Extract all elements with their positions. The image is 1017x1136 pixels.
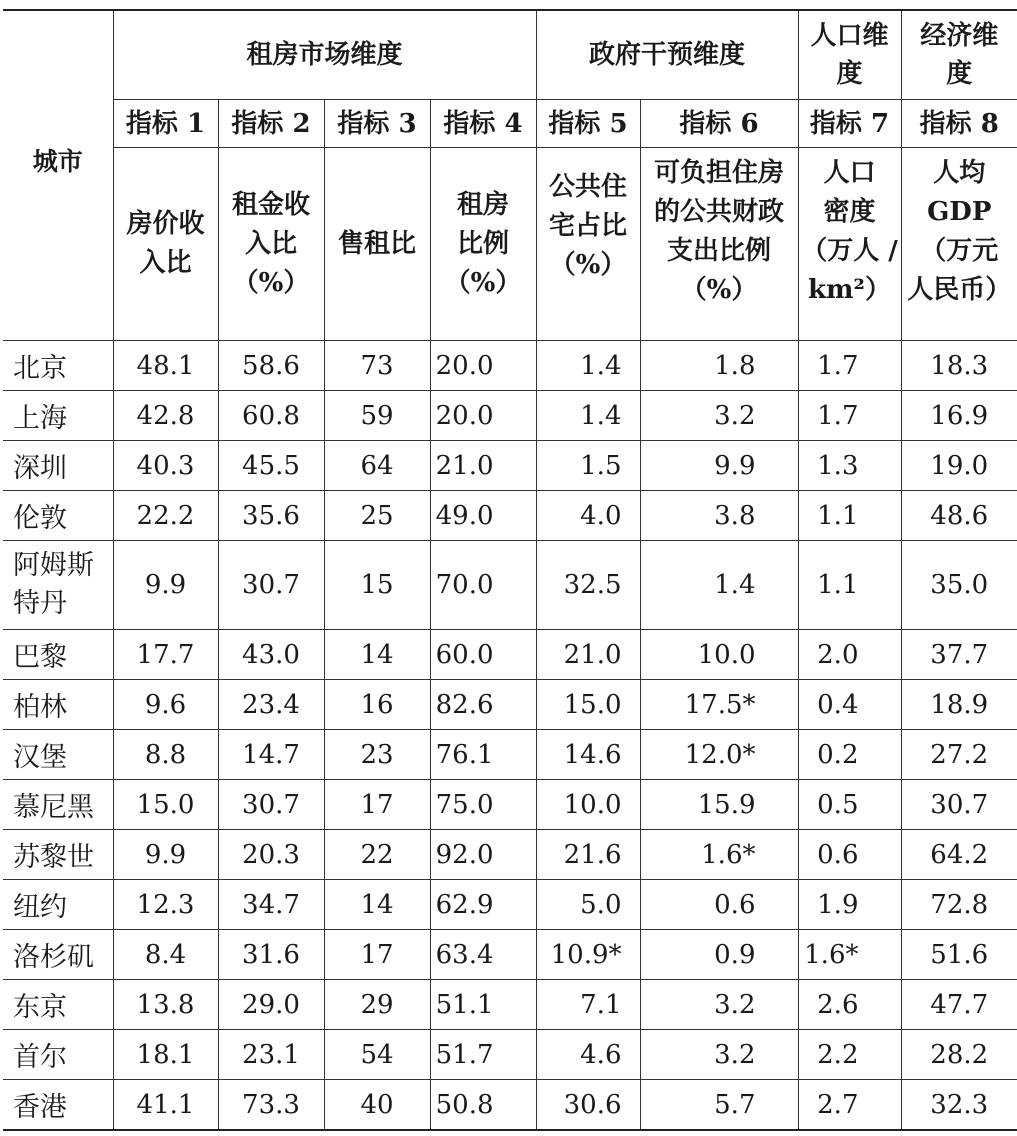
- indicator-6-value: 1.4: [640, 541, 798, 630]
- city-column-header: [3, 10, 113, 341]
- table-row: [3, 930, 1017, 980]
- indicator-2-value: 23.1: [218, 1030, 324, 1080]
- indicator-6-value: 0.9: [640, 930, 798, 980]
- city-header-label: 城市: [32, 146, 83, 176]
- indicator-8-value: 16.9: [901, 391, 1017, 441]
- indicator-3-header: 指标 3: [324, 100, 430, 148]
- indicator-8-value: 47.7: [901, 980, 1017, 1030]
- indicator-6-value: 3.8: [640, 491, 798, 541]
- indicator-2-value: 73.3: [218, 1080, 324, 1131]
- indicator-1-value: 9.9: [113, 541, 218, 630]
- indicator-5-value: 10.0: [536, 780, 640, 830]
- indicator-1-value: 48.1: [113, 341, 218, 391]
- indicator-8-value: 35.0: [901, 541, 1017, 630]
- table-row: [3, 780, 1017, 830]
- indicator-3-value: 22: [324, 830, 430, 880]
- table-row: [3, 391, 1017, 441]
- indicator-6-value: 15.9: [640, 780, 798, 830]
- indicator-7-value: 1.1: [798, 541, 901, 630]
- city-name-cell: 上海: [3, 391, 113, 441]
- indicator-1-value: 9.9: [113, 830, 218, 880]
- city-name-cell: 巴黎: [3, 630, 113, 680]
- indicator-7-value: 1.9: [798, 880, 901, 930]
- header-name-row: [3, 148, 1017, 341]
- indicator-2-value: 45.5: [218, 441, 324, 491]
- indicator-6-value: 1.6*: [640, 830, 798, 880]
- indicator-3-value: 14: [324, 630, 430, 680]
- indicator-1-value: 42.8: [113, 391, 218, 441]
- city-name-cell: 柏林: [3, 680, 113, 730]
- city-name-cell: 北京: [3, 341, 113, 391]
- indicator-7-value: 1.3: [798, 441, 901, 491]
- table-row: [3, 1030, 1017, 1080]
- indicator-8-header: 指标 8: [901, 100, 1017, 148]
- indicator-1-value: 9.6: [113, 680, 218, 730]
- indicator-5-value: 1.5: [536, 441, 640, 491]
- indicator-3-value: 64: [324, 441, 430, 491]
- indicator-3-value: 17: [324, 780, 430, 830]
- indicator-5-value: 10.9*: [536, 930, 640, 980]
- indicator-1-value: 41.1: [113, 1080, 218, 1131]
- indicator-4-value: 21.0: [430, 441, 536, 491]
- indicator-8-value: 27.2: [901, 730, 1017, 780]
- indicator-4-header: 指标 4: [430, 100, 536, 148]
- city-name-cell: 纽约: [3, 880, 113, 930]
- indicator-2-value: 30.7: [218, 780, 324, 830]
- indicator-4-value: 63.4: [430, 930, 536, 980]
- indicator-7-value: 1.7: [798, 391, 901, 441]
- indicator-1-name: 房价收 入比: [113, 148, 218, 341]
- indicator-4-value: 51.7: [430, 1030, 536, 1080]
- indicator-1-value: 13.8: [113, 980, 218, 1030]
- indicator-1-value: 8.8: [113, 730, 218, 780]
- indicator-1-header: 指标 1: [113, 100, 218, 148]
- indicator-6-value: 0.6: [640, 880, 798, 930]
- table-row: [3, 980, 1017, 1030]
- indicator-6-value: 9.9: [640, 441, 798, 491]
- indicator-7-value: 2.0: [798, 630, 901, 680]
- indicator-8-value: 37.7: [901, 630, 1017, 680]
- indicator-6-value: 3.2: [640, 980, 798, 1030]
- indicator-4-name: 租房 比例 （%）: [430, 148, 536, 341]
- indicator-8-value: 32.3: [901, 1080, 1017, 1131]
- indicator-3-value: 14: [324, 880, 430, 930]
- indicator-7-value: 2.2: [798, 1030, 901, 1080]
- indicator-5-value: 14.6: [536, 730, 640, 780]
- indicator-2-value: 20.3: [218, 830, 324, 880]
- indicator-7-value: 0.6: [798, 830, 901, 880]
- city-housing-indicator-table: [3, 9, 1017, 1131]
- indicator-2-value: 29.0: [218, 980, 324, 1030]
- table-row: [3, 441, 1017, 491]
- indicator-2-value: 34.7: [218, 880, 324, 930]
- city-name-cell: 苏黎世: [3, 830, 113, 880]
- table-row: [3, 1080, 1017, 1131]
- indicator-5-value: 21.6: [536, 830, 640, 880]
- indicator-2-header: 指标 2: [218, 100, 324, 148]
- indicator-6-value: 3.2: [640, 1030, 798, 1080]
- indicator-2-value: 14.7: [218, 730, 324, 780]
- indicator-6-value: 10.0: [640, 630, 798, 680]
- indicator-8-value: 18.3: [901, 341, 1017, 391]
- city-name-cell: 伦敦: [3, 491, 113, 541]
- indicator-3-value: 16: [324, 680, 430, 730]
- indicator-4-value: 49.0: [430, 491, 536, 541]
- indicator-4-value: 75.0: [430, 780, 536, 830]
- indicator-4-value: 50.8: [430, 1080, 536, 1131]
- indicator-1-value: 15.0: [113, 780, 218, 830]
- indicator-2-value: 30.7: [218, 541, 324, 630]
- indicator-7-value: 0.4: [798, 680, 901, 730]
- city-name-cell: 慕尼黑: [3, 780, 113, 830]
- indicator-5-name: 公共住 宅占比 （%）: [536, 148, 640, 341]
- indicator-1-value: 40.3: [113, 441, 218, 491]
- header-indicator-row: [3, 100, 1017, 148]
- indicator-6-value: 12.0*: [640, 730, 798, 780]
- indicator-1-value: 22.2: [113, 491, 218, 541]
- indicator-5-value: 21.0: [536, 630, 640, 680]
- table-body: [3, 341, 1017, 1131]
- indicator-4-value: 60.0: [430, 630, 536, 680]
- indicator-7-value: 1.7: [798, 341, 901, 391]
- indicator-6-name: 可负担住房 的公共财政 支出比例 （%）: [640, 148, 798, 341]
- indicator-7-header: 指标 7: [798, 100, 901, 148]
- table-header: [3, 10, 1017, 341]
- indicator-1-value: 8.4: [113, 930, 218, 980]
- indicator-3-value: 23: [324, 730, 430, 780]
- indicator-5-value: 4.6: [536, 1030, 640, 1080]
- table-row: [3, 630, 1017, 680]
- indicator-8-value: 19.0: [901, 441, 1017, 491]
- indicator-8-value: 51.6: [901, 930, 1017, 980]
- city-name-cell: 阿姆斯 特丹: [3, 541, 113, 630]
- indicator-3-value: 25: [324, 491, 430, 541]
- indicator-7-name: 人口 密度 （万人 / km²）: [798, 148, 901, 341]
- group-rental-market: 租房市场维度: [113, 10, 536, 100]
- indicator-7-value: 0.5: [798, 780, 901, 830]
- indicator-7-value: 0.2: [798, 730, 901, 780]
- indicator-6-value: 5.7: [640, 1080, 798, 1131]
- city-name-cell: 香港: [3, 1080, 113, 1131]
- indicator-3-name: 售租比: [324, 148, 430, 341]
- group-economy: 经济维 度: [901, 10, 1017, 100]
- indicator-5-value: 1.4: [536, 341, 640, 391]
- indicator-8-value: 48.6: [901, 491, 1017, 541]
- group-population: 人口维 度: [798, 10, 901, 100]
- indicator-8-value: 72.8: [901, 880, 1017, 930]
- indicator-7-value: 1.1: [798, 491, 901, 541]
- indicator-7-value: 2.7: [798, 1080, 901, 1131]
- indicator-4-value: 20.0: [430, 391, 536, 441]
- indicator-3-value: 15: [324, 541, 430, 630]
- indicator-4-value: 82.6: [430, 680, 536, 730]
- indicator-8-value: 18.9: [901, 680, 1017, 730]
- indicator-3-value: 54: [324, 1030, 430, 1080]
- table-row: [3, 730, 1017, 780]
- table-container: [3, 9, 1017, 1131]
- indicator-5-value: 7.1: [536, 980, 640, 1030]
- indicator-5-value: 1.4: [536, 391, 640, 441]
- indicator-6-value: 1.8: [640, 341, 798, 391]
- table-row: [3, 341, 1017, 391]
- city-name-cell: 东京: [3, 980, 113, 1030]
- city-name-cell: 首尔: [3, 1030, 113, 1080]
- indicator-2-value: 43.0: [218, 630, 324, 680]
- indicator-8-value: 64.2: [901, 830, 1017, 880]
- indicator-4-value: 70.0: [430, 541, 536, 630]
- indicator-3-value: 59: [324, 391, 430, 441]
- indicator-2-value: 60.8: [218, 391, 324, 441]
- indicator-5-value: 30.6: [536, 1080, 640, 1131]
- indicator-2-value: 31.6: [218, 930, 324, 980]
- city-name-cell: 汉堡: [3, 730, 113, 780]
- table-row: [3, 541, 1017, 630]
- table-row: [3, 880, 1017, 930]
- indicator-5-value: 32.5: [536, 541, 640, 630]
- indicator-6-value: 17.5*: [640, 680, 798, 730]
- indicator-3-value: 73: [324, 341, 430, 391]
- indicator-2-name: 租金收 入比 （%）: [218, 148, 324, 341]
- indicator-5-header: 指标 5: [536, 100, 640, 148]
- indicator-2-value: 35.6: [218, 491, 324, 541]
- indicator-1-value: 12.3: [113, 880, 218, 930]
- indicator-4-value: 20.0: [430, 341, 536, 391]
- indicator-4-value: 92.0: [430, 830, 536, 880]
- table-row: [3, 680, 1017, 730]
- indicator-6-value: 3.2: [640, 391, 798, 441]
- header-group-row: [3, 10, 1017, 100]
- indicator-4-value: 62.9: [430, 880, 536, 930]
- city-name-cell: 洛杉矶: [3, 930, 113, 980]
- indicator-4-value: 76.1: [430, 730, 536, 780]
- indicator-3-value: 29: [324, 980, 430, 1030]
- indicator-2-value: 23.4: [218, 680, 324, 730]
- indicator-8-value: 28.2: [901, 1030, 1017, 1080]
- indicator-3-value: 40: [324, 1080, 430, 1131]
- indicator-5-value: 5.0: [536, 880, 640, 930]
- table-row: [3, 830, 1017, 880]
- indicator-6-header: 指标 6: [640, 100, 798, 148]
- indicator-7-value: 1.6*: [798, 930, 901, 980]
- city-name-cell: 深圳: [3, 441, 113, 491]
- indicator-5-value: 4.0: [536, 491, 640, 541]
- indicator-2-value: 58.6: [218, 341, 324, 391]
- indicator-3-value: 17: [324, 930, 430, 980]
- table-row: [3, 491, 1017, 541]
- indicator-8-name: 人均 GDP （万元 人民币）: [901, 148, 1017, 341]
- indicator-8-value: 30.7: [901, 780, 1017, 830]
- indicator-1-value: 18.1: [113, 1030, 218, 1080]
- indicator-7-value: 2.6: [798, 980, 901, 1030]
- group-government-intervention: 政府干预维度: [536, 10, 798, 100]
- indicator-4-value: 51.1: [430, 980, 536, 1030]
- indicator-5-value: 15.0: [536, 680, 640, 730]
- indicator-1-value: 17.7: [113, 630, 218, 680]
